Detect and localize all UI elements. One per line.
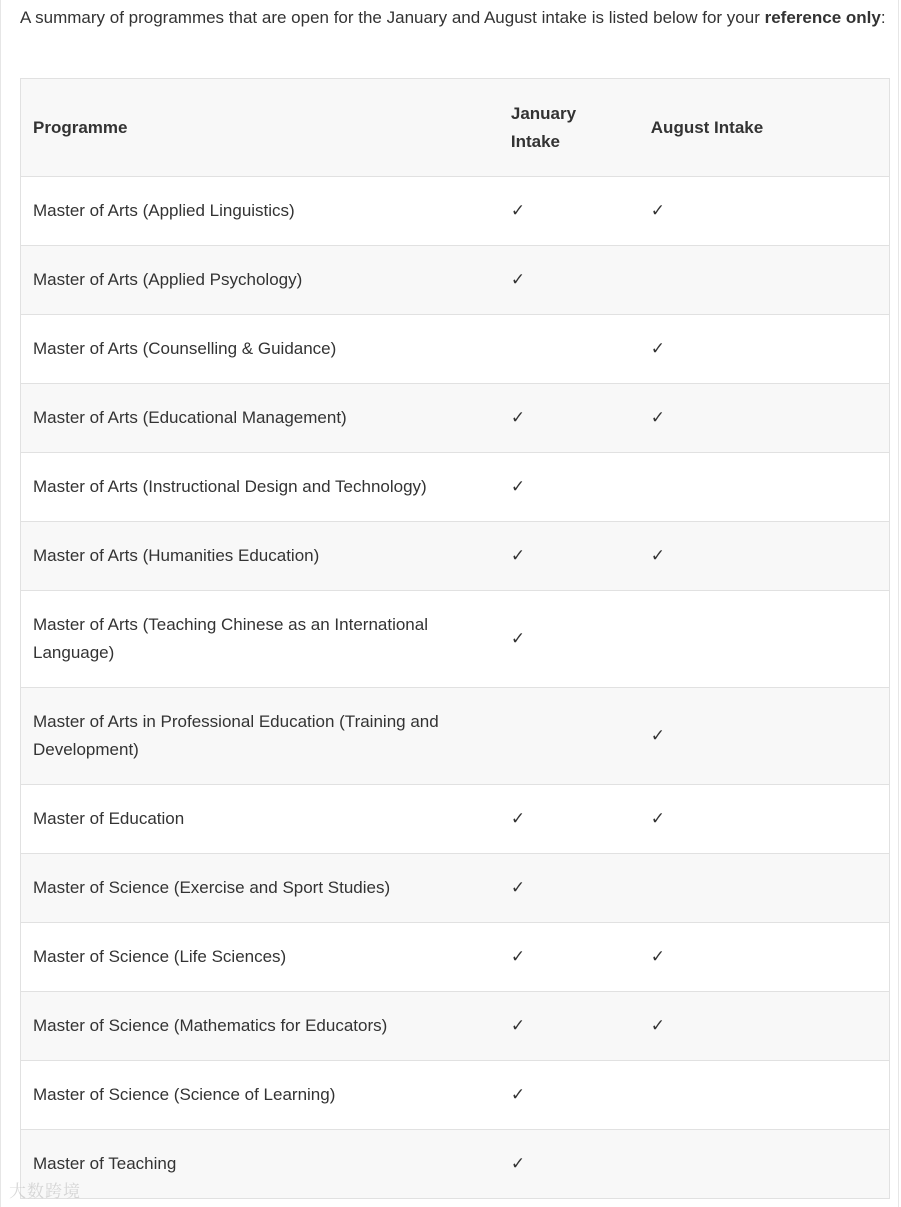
- intro-tail: :: [880, 8, 886, 27]
- check-icon: ✓: [510, 1016, 526, 1036]
- header-august-intake: August Intake: [639, 79, 890, 177]
- january-intake-cell: [499, 923, 639, 992]
- january-intake-cell: [499, 522, 639, 591]
- watermark: 大数跨境: [9, 1182, 81, 1202]
- table-row: [21, 688, 890, 785]
- check-icon: ✓: [650, 809, 666, 829]
- january-intake-cell: [499, 992, 639, 1061]
- table-row: [21, 246, 890, 315]
- august-intake-cell: [639, 992, 890, 1061]
- january-intake-cell: [499, 384, 639, 453]
- header-programme: Programme: [21, 79, 499, 177]
- table-row: [21, 522, 890, 591]
- check-icon: ✓: [650, 339, 666, 359]
- august-intake-cell: [639, 246, 890, 315]
- check-icon: ✓: [510, 629, 526, 649]
- programme-name: Master of Science (Mathematics for Educators): [21, 992, 499, 1061]
- august-intake-cell: [639, 854, 890, 923]
- programme-name: Master of Arts (Humanities Education): [21, 522, 499, 591]
- table-row: [21, 785, 890, 854]
- table-row: [21, 453, 890, 522]
- august-intake-cell: [639, 688, 890, 785]
- august-intake-cell: [639, 315, 890, 384]
- programme-name: Master of Science (Science of Learning): [21, 1061, 499, 1130]
- check-icon: ✓: [510, 477, 526, 497]
- check-icon: ✓: [650, 947, 666, 967]
- check-icon: ✓: [510, 408, 526, 428]
- table-row: [21, 591, 890, 688]
- check-icon: ✓: [510, 1154, 526, 1174]
- programme-name: Master of Arts (Applied Linguistics): [21, 177, 499, 246]
- check-icon: ✓: [650, 201, 666, 221]
- january-intake-cell: [499, 1061, 639, 1130]
- january-intake-cell: [499, 854, 639, 923]
- table-row: [21, 315, 890, 384]
- check-icon: ✓: [510, 878, 526, 898]
- august-intake-cell: [639, 1130, 890, 1199]
- programme-name: Master of Science (Life Sciences): [21, 923, 499, 992]
- january-intake-cell: [499, 315, 639, 384]
- august-intake-cell: [639, 785, 890, 854]
- programme-name: Master of Arts (Teaching Chinese as an International Language): [21, 591, 499, 688]
- august-intake-cell: [639, 384, 890, 453]
- check-icon: ✓: [510, 270, 526, 290]
- check-icon: ✓: [510, 809, 526, 829]
- january-intake-cell: [499, 785, 639, 854]
- table-row: [21, 854, 890, 923]
- intro-paragraph: [20, 4, 886, 32]
- programme-name: Master of Education: [21, 785, 499, 854]
- january-intake-cell: [499, 177, 639, 246]
- programme-name: Master of Arts (Educational Management): [21, 384, 499, 453]
- table-body: [21, 177, 890, 1199]
- programme-name: Master of Arts in Professional Education (Training and Development): [21, 688, 499, 785]
- january-intake-cell: [499, 246, 639, 315]
- january-intake-cell: [499, 453, 639, 522]
- table-header-row: [21, 79, 890, 177]
- intro-text: A summary of programmes that are open for the January and August intake is listed below for your: [20, 8, 765, 27]
- check-icon: ✓: [650, 726, 666, 746]
- programme-name: Master of Arts (Applied Psychology): [21, 246, 499, 315]
- check-icon: ✓: [650, 408, 666, 428]
- header-january-intake: January Intake: [499, 79, 639, 177]
- table-row: [21, 923, 890, 992]
- programme-name: Master of Teaching: [21, 1130, 499, 1199]
- table-row: [21, 992, 890, 1061]
- august-intake-cell: [639, 591, 890, 688]
- programme-name: Master of Science (Exercise and Sport Studies): [21, 854, 499, 923]
- table-row: [21, 384, 890, 453]
- check-icon: ✓: [510, 546, 526, 566]
- january-intake-cell: [499, 591, 639, 688]
- intake-table: [20, 78, 890, 1199]
- january-intake-cell: [499, 1130, 639, 1199]
- august-intake-cell: [639, 1061, 890, 1130]
- check-icon: ✓: [650, 1016, 666, 1036]
- check-icon: ✓: [650, 546, 666, 566]
- intro-bold-text: reference only: [764, 8, 881, 27]
- check-icon: ✓: [510, 201, 526, 221]
- january-intake-cell: [499, 688, 639, 785]
- programme-name: Master of Arts (Instructional Design and Technology): [21, 453, 499, 522]
- programme-name: Master of Arts (Counselling & Guidance): [21, 315, 499, 384]
- august-intake-cell: [639, 923, 890, 992]
- check-icon: ✓: [510, 1085, 526, 1105]
- check-icon: ✓: [510, 947, 526, 967]
- table-row: [21, 1061, 890, 1130]
- table-row: [21, 177, 890, 246]
- august-intake-cell: [639, 177, 890, 246]
- august-intake-cell: [639, 522, 890, 591]
- august-intake-cell: [639, 453, 890, 522]
- table-row: [21, 1130, 890, 1199]
